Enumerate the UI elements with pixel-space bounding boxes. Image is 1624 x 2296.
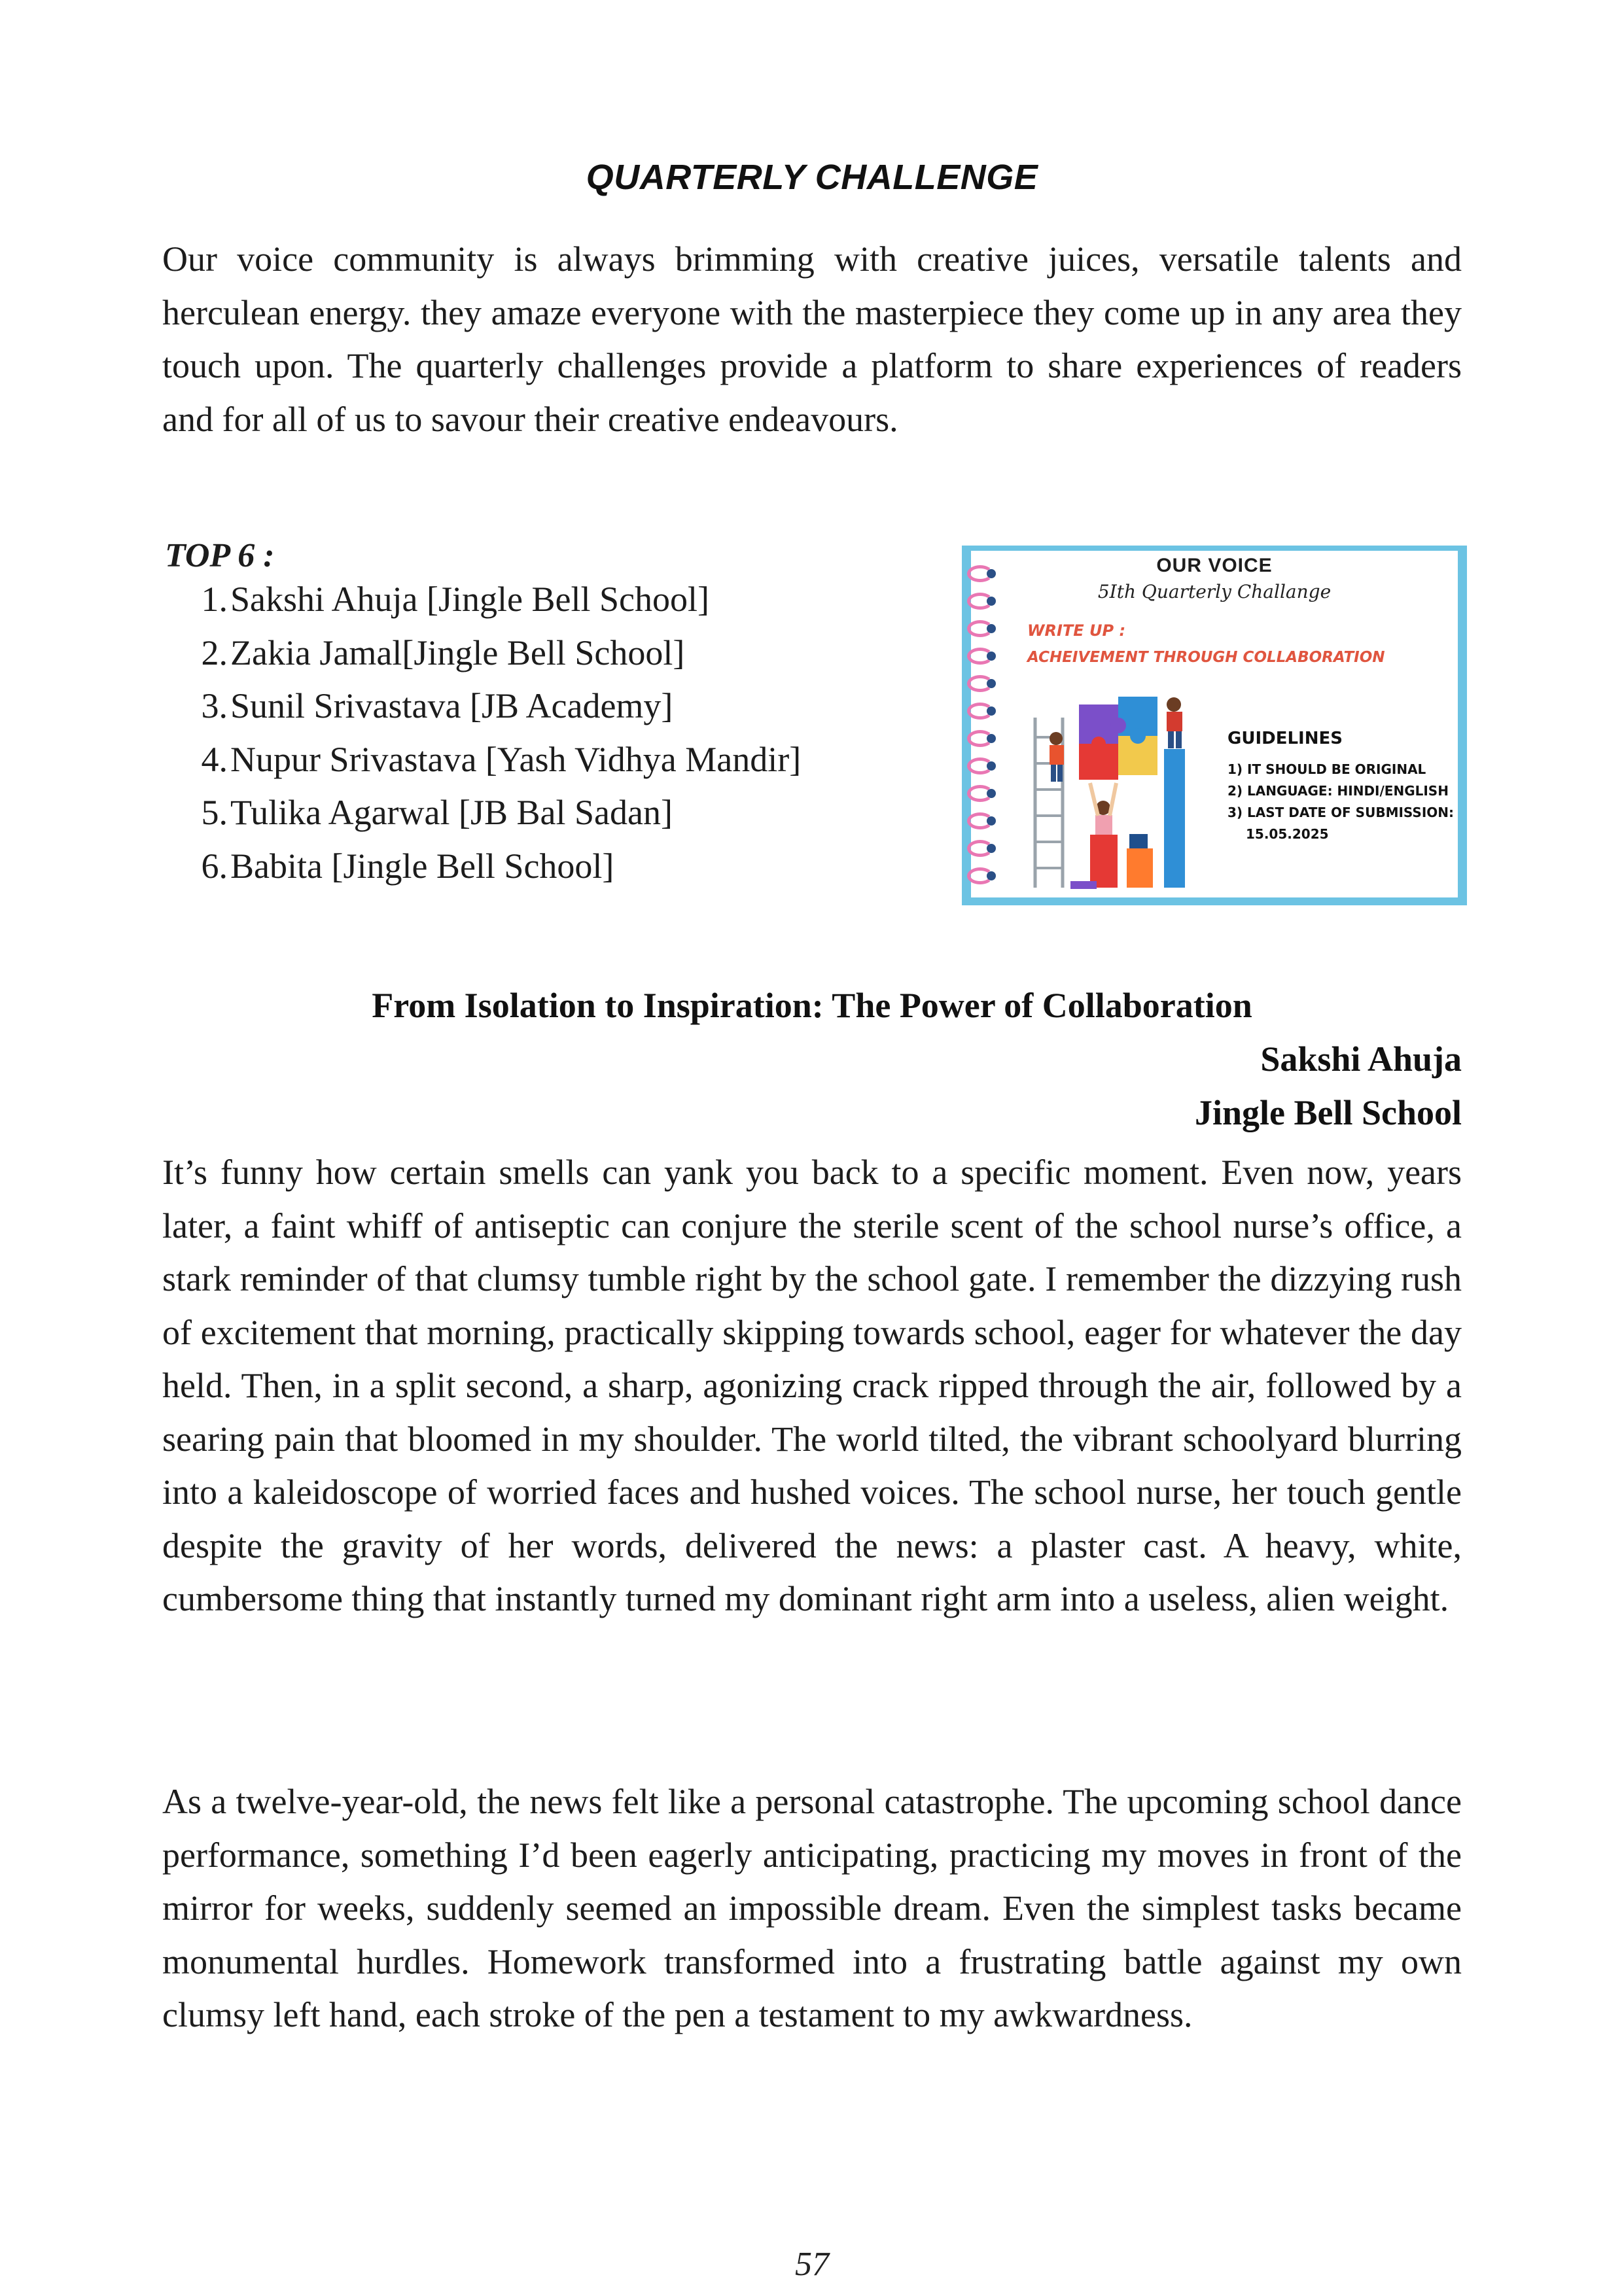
person-on-platform-icon	[1164, 697, 1185, 888]
intro-paragraph: Our voice community is always brimming with creative juices, versatile talents and herculean energy. they amaze everyone with the masterpiece they come up in any area they touch upon. The quarterly challenges provide a platform to share experiences of readers and for all of us to savour their creative endeavours.	[162, 239, 1462, 439]
list-item	[190, 680, 801, 733]
ring-hole-icon	[987, 734, 996, 743]
ring-hole-icon	[987, 844, 996, 853]
winner-name: Tulika Agarwal [JB Bal Sadan]	[230, 793, 673, 832]
ring-hole-icon	[987, 871, 996, 880]
ring-hole-icon	[987, 679, 996, 688]
list-number: 6.	[201, 846, 228, 886]
puzzle-pieces-icon	[1079, 697, 1157, 780]
ring-hole-icon	[987, 761, 996, 771]
essay-title: From Isolation to Inspiration: The Power of Collaboration	[372, 986, 1252, 1025]
section-heading: QUARTERLY CHALLENGE	[586, 158, 1038, 197]
guidelines-title: GUIDELINES	[1227, 729, 1343, 748]
list-item	[190, 733, 801, 787]
person-on-ladder-icon	[1050, 732, 1064, 782]
page-number: 57	[795, 2246, 829, 2283]
guidelines-list	[1227, 759, 1454, 845]
list-number: 5.	[201, 793, 228, 832]
ring-hole-icon	[987, 706, 996, 716]
ring-hole-icon	[987, 816, 996, 826]
author-school: Jingle Bell School	[1194, 1093, 1462, 1132]
top-list-label: TOP 6 :	[165, 537, 275, 574]
guideline-item: 3) LAST DATE OF SUBMISSION:	[1227, 805, 1454, 820]
author-name: Sakshi Ahuja	[1260, 1039, 1462, 1079]
ring-hole-icon	[987, 652, 996, 661]
ring-hole-icon	[987, 624, 996, 633]
laptop-stand-icon	[1127, 834, 1153, 888]
challenge-poster	[962, 546, 1467, 905]
list-number: 3.	[201, 686, 228, 725]
list-number: 4.	[201, 739, 228, 779]
list-number: 2.	[201, 633, 228, 672]
block-icon	[1070, 881, 1097, 889]
essay-paragraph: As a twelve-year-old, the news felt like a personal catastrophe. The upcoming school dance performance, something I’d been eagerly anticipating, practicing my moves in front of the mirror for weeks, suddenly seemed an impossible dream. Even the simplest tasks became monumental hurdles. Homework transformed into a frustrating battle against my own clumsy left hand, each stroke of the pen a testament to my awkwardness.	[162, 1782, 1462, 2034]
list-number: 1.	[201, 580, 228, 619]
poster-label: WRITE UP :	[1027, 621, 1126, 640]
list-item	[190, 573, 801, 627]
collaboration-illustration	[1017, 691, 1213, 894]
winners-list	[190, 573, 801, 893]
guideline-item: 2) LANGUAGE: HINDI/ENGLISH	[1227, 783, 1449, 799]
list-item	[190, 627, 801, 680]
essay-paragraph: It’s funny how certain smells can yank you back to a specific moment. Even now, years later, a faint whiff of antiseptic can conjure the sterile scent of the school nurse’s office, a stark reminder of that clumsy tumble right by the school gate. I remember the dizzying rush of excitement that morning, practically skipping towards school, eager for whatever the day held. Then, in a split second, a sharp, agonizing crack ripped through the air, followed by a searing pain that bloomed in my shoulder. The world tilted, the vibrant schoolyard blurring into a kaleidoscope of worried faces and hushed voices. The school nurse, her touch gentle despite the gravity of her words, delivered the news: a plaster cast. A heavy, white, cumbersome thing that instantly turned my dominant right arm into a useless, alien weight.	[162, 1153, 1462, 1618]
winner-name: Sunil Srivastava [JB Academy]	[230, 686, 673, 725]
winner-name: Nupur Srivastava [Yash Vidhya Mandir]	[230, 739, 802, 779]
winner-name: Zakia Jamal[Jingle Bell School]	[230, 633, 685, 672]
list-item	[190, 840, 801, 894]
list-item	[190, 786, 801, 840]
ring-hole-icon	[987, 789, 996, 798]
poster-topic: ACHEIVEMENT THROUGH COLLABORATION	[1027, 649, 1385, 666]
guideline-item: 1) IT SHOULD BE ORIGINAL	[1227, 761, 1426, 777]
poster-card	[971, 551, 1458, 897]
poster-subtitle: 5Ith Quarterly Challange	[1097, 581, 1332, 602]
guideline-item: 15.05.2025	[1246, 826, 1329, 842]
person-lifting-icon	[1090, 783, 1118, 888]
winner-name: Babita [Jingle Bell School]	[230, 846, 614, 886]
winner-name: Sakshi Ahuja [Jingle Bell School]	[230, 580, 709, 619]
poster-title: OUR VOICE	[1156, 555, 1273, 576]
